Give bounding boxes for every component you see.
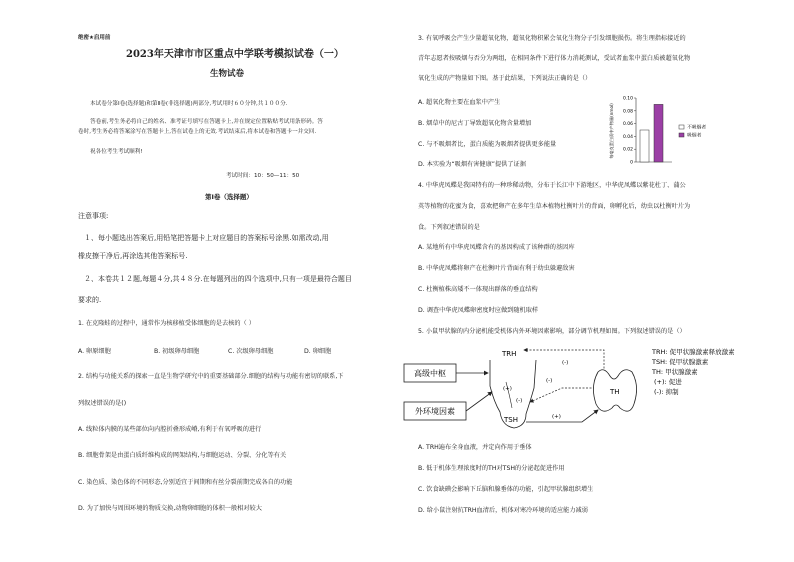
q4-option-a: A. 某地所有中华虎凤蝶含有的基因构成了该种群的基因库 [418,244,575,251]
q3-stem-line-1: 3. 有氧呼吸会产生少量超氧化物，超氧化物积累会氧化生物分子引发细胞损伤。将生理指标接近的 [418,35,686,42]
diagram-legend-trh: TRH: 促甲状腺激素释放激素 [652,348,735,356]
diagram-legend-th: TH: 甲状腺激素 [652,368,698,376]
legend-label-smoker: 吸烟者 [687,133,702,139]
chart-y-tick-label: 0 [630,160,633,166]
intro-line-2: 答卷前,考生务必将自己的姓名、准考证号填写在答题卡上,并在规定位置粘贴考试用条形码。答 [90,119,323,125]
confidential-header: 绝密★启用前 [78,35,111,41]
notes-title: 注意事项: [78,212,109,220]
diagram-legend-promote: (+): 促进 [654,378,682,386]
trh-label: TRH [502,350,517,358]
legend-swatch-smoker [679,133,684,137]
diagram-legend-inhibit: (-): 抑制 [654,388,679,396]
chart-y-tick-label: 0.10 [622,96,633,102]
note-line-3: ２、本卷共１２题,每题４分,共４８分.在每题列出的四个选项中,只有一项是最符合题目 [84,275,352,283]
q2-option-a: A. 线粒体内膜的某些部位向内腔折叠形成嵴,有利于有氧呼吸的进行 [78,426,262,433]
q5-option-b: B. 低于机体生理浓度时的TH对TSH的分泌起促进作用 [418,465,565,472]
chart-y-axis-label: 每毫克蛋白质中产物量(nmol) [609,103,614,159]
q4-stem-line-1: 4. 中华虎凤蝶是我国特有的一种珍稀动物，分布于长江中下游地区，中华虎凤蝶以紫花杜丁、蒲公 [418,182,686,189]
q3-stem-line-2: 青年志愿者按吸烟与否分为两组，在相同条件下进行体力消耗测试，受试者血浆中蛋白质被超氧化物 [418,55,691,62]
q1-option-b: B. 初级卵母细胞 [154,348,200,355]
plus-label-2: (+) [552,414,561,420]
q3-option-b: B. 烟草中的尼古丁导致超氧化物含量增加 [418,120,532,127]
chart-y-tick-label: 0.04 [622,134,633,140]
q4-stem-line-3: 食。下列叙述错误的是 [418,224,480,231]
intro-line-1: 本试卷分第Ⅰ卷(选择题)和第Ⅱ卷(非选择题)两部分,考试用时６０分钟,共１００分. [90,101,288,107]
chart-bar-nonsmoker [640,130,649,162]
q2-stem-line-1: 2. 结构与功能关系的探索一直是生物学研究中的重要基础部分.细胞的结构与功能有密切的联系,下 [78,373,344,380]
good-luck-text: 祝各位考生考试顺利! [90,149,143,155]
chart-y-tick-label: 0.06 [622,122,633,128]
legend-swatch-nonsmoker [679,125,684,129]
external-env-label: 外环境因素 [415,407,455,416]
paper-subtitle: 生物试卷 [210,69,245,79]
q3-option-c: C. 与不吸烟者比，蛋白质能为吸烟者提供更多能量 [418,141,557,148]
smoking-bar-chart [604,92,754,170]
chart-y-tick-label: 0.02 [622,147,633,153]
minus-label-2: (-) [562,360,569,366]
q4-stem-line-2: 英等植物的花蜜为食，喜欢把卵产在多年生草本植物杜衡叶片的背面，卵孵化后，幼虫以杜衡叶片为 [418,203,691,210]
exam-time: 考试时间：10：50—11：50 [226,173,300,179]
q5-option-c: C. 饮食缺碘会影响下丘脑和腺垂体的功能，引起甲状腺组织增生 [418,486,594,493]
higher-center-label: 高级中枢 [414,369,446,378]
legend-label-nonsmoker: 不吸烟者 [687,125,707,131]
arrow-env-to-hypothalamus [466,392,492,411]
note-line-1: １、每小题选出答案后,用铅笔把答题卡上对应题目的答案标号涂黑.如需改动,用 [84,234,329,242]
q3-stem-line-3: 氧化生成的产物量如下图。基于此结果，下列说法正确的是（） [418,75,592,82]
arrow-tsh-to-thyroid [526,410,598,422]
q2-stem-line-2: 列叙述错误的是() [78,400,127,407]
feedback-dashed-lower [530,388,602,402]
q3-option-d: D. 本实验为“吸烟有害健康”提供了证据 [418,161,526,168]
plus-label-1: (+) [503,386,512,392]
q4-option-b: B. 中华虎凤蝶将卵产在杜衡叶片背面有利于幼虫躲避敌害 [418,265,575,272]
part1-heading: 第Ⅰ卷（选择题） [205,193,253,201]
q1-option-c: C. 次级卵母细胞 [228,348,274,355]
q2-option-d: D. 为了加快与周围环境的物质交换,动物卵细胞的体积一般相对较大 [78,505,262,512]
q5-option-d: D. 给小鼠注射抗TRH血清后，机体对寒冷环境的适应能力减弱 [418,507,588,514]
thyroid-regulation-diagram [402,342,758,436]
q1-stem: 1. 在克隆蛙的过程中，通常作为核移植受体细胞的是去核的（ ） [78,320,255,327]
q1-option-a: A. 卵原细胞 [78,348,111,355]
q4-option-d: D. 调查中华虎凤蝶卵密度时应做到随机取样 [418,307,539,314]
q4-option-c: C. 杜衡植株高矮不一体现出群落的垂直结构 [418,286,538,293]
minus-label-1: (-) [516,398,523,404]
chart-bar-smoker [654,104,663,162]
intro-line-3: 卷时,考生务必将答案涂写在答题卡上,答在试卷上的无效.考试结束后,将本试卷和答题卡一并交回. [78,129,317,135]
tsh-label: TSH [504,416,518,424]
q3-option-a: A. 超氧化物主要在血浆中产生 [418,99,501,106]
minus-label-3: (-) [546,378,553,384]
chart-y-tick-label: 0.08 [622,109,633,115]
q5-option-a: A. TRH遍布全身血液，并定向作用于垂体 [418,444,532,451]
q2-option-b: B. 细胞骨架是由蛋白质纤维构成的网架结构,与细胞运动、分裂、分化等有关 [78,452,287,459]
q2-option-c: C. 染色质、染色体的不同形态,分别适宜于间期和有丝分裂前期完成各自的功能 [78,479,293,486]
q1-option-d: D. 卵细胞 [304,348,332,355]
th-label: TH [610,388,620,396]
note-line-4: 要求的. [78,296,102,304]
note-line-2: 橡皮擦干净后,再涂选其他答案标号. [78,252,188,260]
diagram-legend-tsh: TSH: 促甲状腺激素 [652,358,709,366]
q5-stem: 5. 小鼠甲状腺的内分泌机能受机体内外环境因素影响，部分调节机理如图。下列叙述错误的是（） [418,328,686,335]
paper-title: 2023年天津市市区重点中学联考模拟试卷（一） [126,49,344,60]
